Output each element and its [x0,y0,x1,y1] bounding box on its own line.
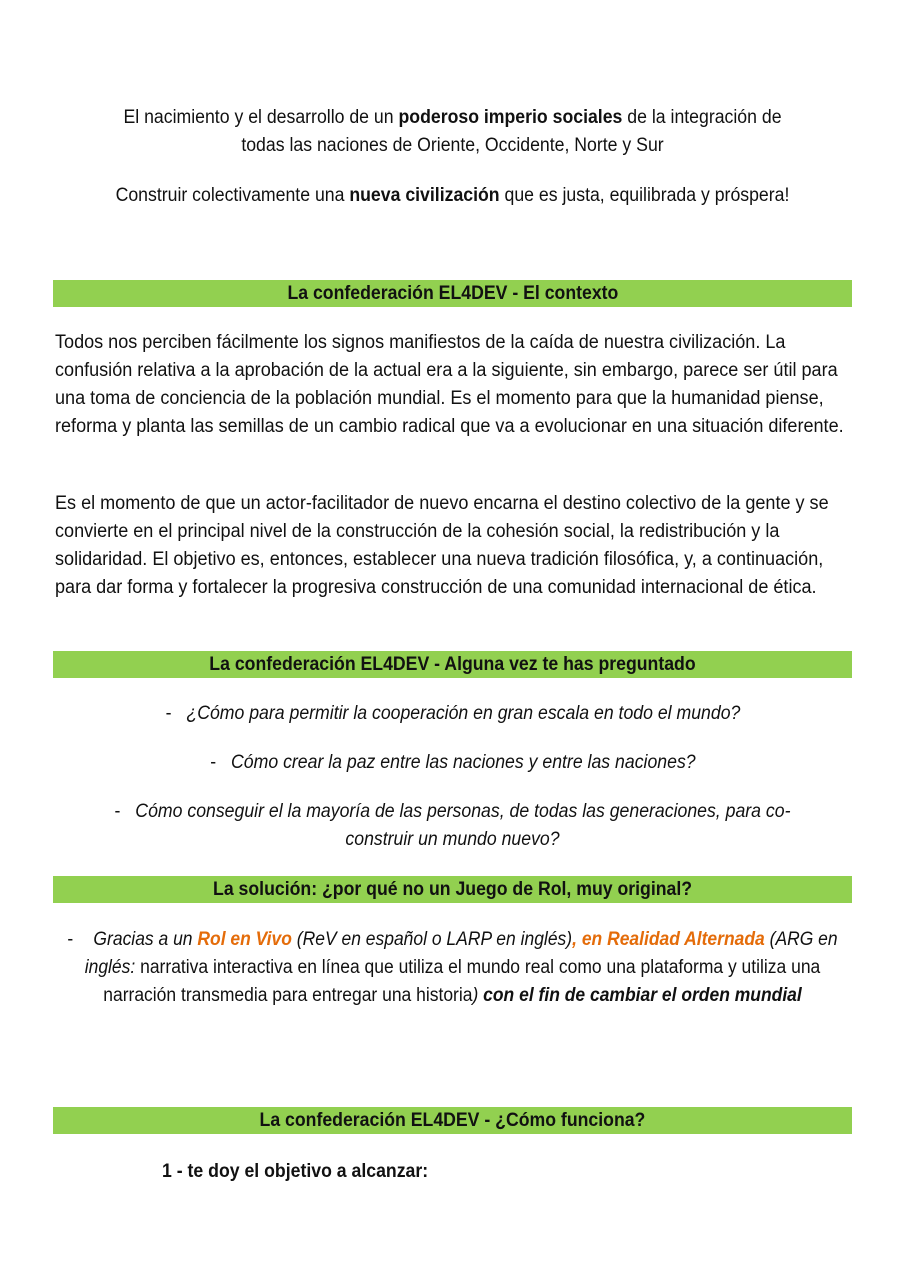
solution-text: - Gracias a un Rol en Vivo (ReV en español o LARP en inglés), en Realidad Alternada (ARG en inglés: narrativa interactiva en línea que utiliza el mundo real como una plataforma y utiliza una narración transmedia para entregar una historia) con el fin de cambiar el orden mundial [67,929,838,1006]
section-header-contexto: La confederación EL4DEV - El contexto [53,280,852,307]
intro-line-3: Construir colectivamente una nueva civilización que es justa, equilibrada y próspera! [115,185,790,206]
intro-block [87,104,817,160]
question-3: - Cómo conseguir el la mayoría de las personas, de todas las generaciones, para co- construir un mundo nuevo? [114,801,791,850]
section-header-funciona: La confederación EL4DEV - ¿Cómo funciona? [53,1107,852,1134]
question-2: - Cómo crear la paz entre las naciones y entre las naciones? [209,752,696,773]
paragraph-contexto-1: Todos nos perciben fácilmente los signos manifiestos de la caída de nuestra civilización. La confusión relativa a la aprobación de la actual era a la siguiente, sin embargo, parece ser útil para una toma de conciencia de la población mundial. Es el momento para que la humanidad piense, reforma y planta las semillas de un cambio radical que va a evolucionar en una situación diferente. [55,332,844,437]
section-header-preguntado: La confederación EL4DEV - Alguna vez te has preguntado [53,651,852,678]
question-1: - ¿Cómo para permitir la cooperación en gran escala en todo el mundo? [165,703,740,724]
intro-line-2: todas las naciones de Oriente, Occidente, Norte y Sur [241,135,664,156]
paragraph-contexto-2: Es el momento de que un actor-facilitador de nuevo encarna el destino colectivo de la gente y se convierte en el principal nivel de la construcción de la cohesión social, la redistribución y la solidaridad. El objetivo es, entonces, establecer una nueva tradición filosófica, y, a continuación, para dar forma y fortalecer la progresiva construcción de una comunidad internacional de ética. [55,493,829,598]
section-header-solucion: La solución: ¿por qué no un Juego de Rol, muy original? [53,876,852,903]
intro-line-1: El nacimiento y el desarrollo de un poderoso imperio sociales de la integración de [123,107,782,128]
step-1: 1 - te doy el objetivo a alcanzar: [162,1161,429,1182]
